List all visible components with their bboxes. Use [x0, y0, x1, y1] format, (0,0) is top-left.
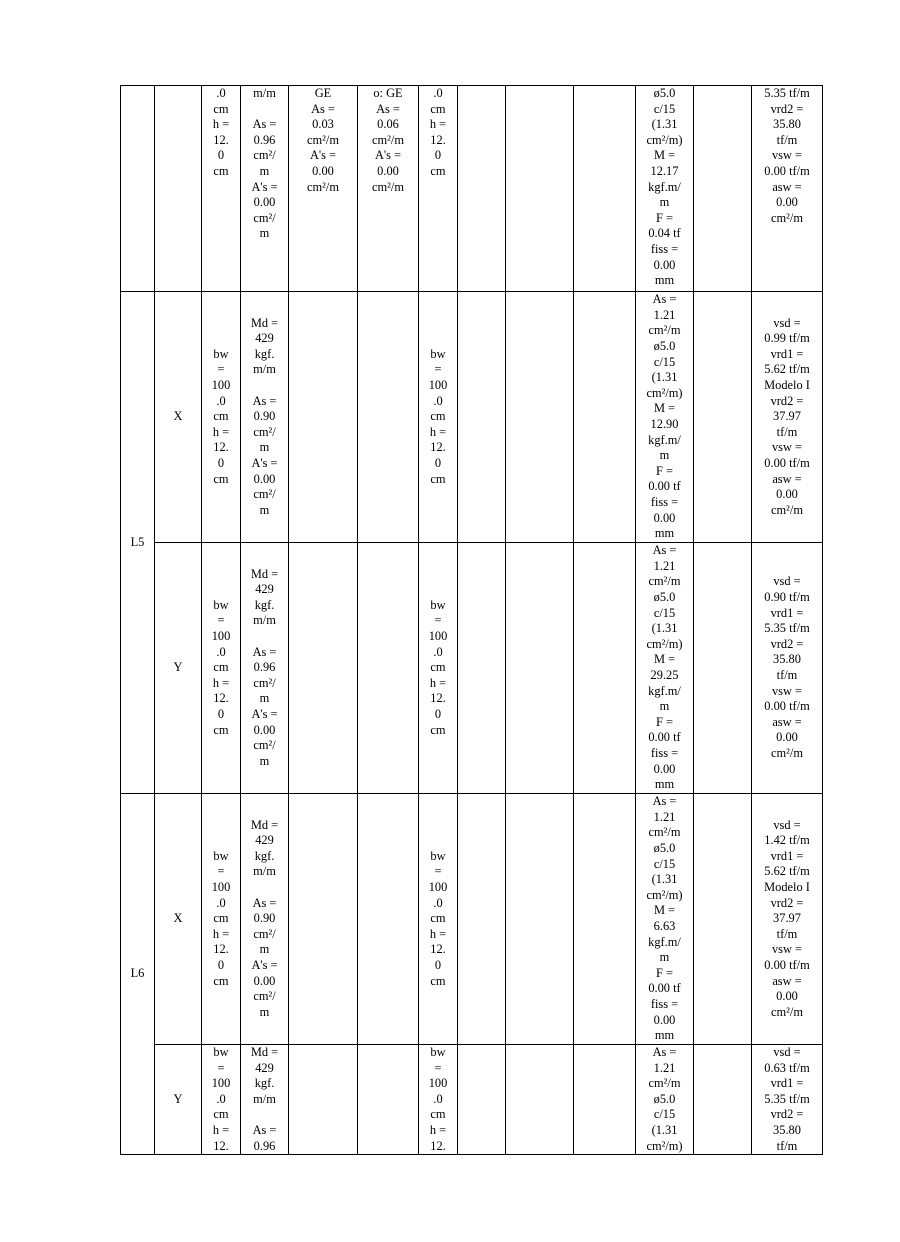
direction-cell: X — [155, 292, 202, 543]
table-row — [121, 86, 823, 292]
section-geometry-cell: bw = 100 .0 cm h = 12. 0 cm — [202, 794, 241, 1045]
table-row — [121, 1045, 823, 1155]
flexure-design-cell: Md = 429 kgf. m/m As = 0.90 cm²/ m A's = 0.00 cm²/ m — [241, 794, 289, 1045]
flexure-design-cell: Md = 429 kgf. m/m As = 0.96 cm²/ m A's = 0.00 cm²/ m — [241, 543, 289, 794]
shear-check-cell: vsd = 0.63 tf/m vrd1 = 5.35 tf/m vrd2 = 35.80 tf/m — [752, 1045, 823, 1155]
direction-cell: X — [155, 794, 202, 1045]
empty-cell — [694, 86, 752, 292]
slab-id-cell: L5 — [121, 292, 155, 794]
reinforcement-cell: As = 1.21 cm²/m ø5.0 c/15 (1.31 cm²/m) M = 6.63 kgf.m/ m F = 0.00 tf fiss = 0.00 mm — [636, 794, 694, 1045]
shear-check-cell: 5.35 tf/m vrd2 = 35.80 tf/m vsw = 0.00 tf/m asw = 0.00 cm²/m — [752, 86, 823, 292]
empty-cell — [458, 794, 506, 1045]
empty-cell — [506, 794, 574, 1045]
shear-check-cell: vsd = 0.99 tf/m vrd1 = 5.62 tf/m Modelo I vrd2 = 37.97 tf/m vsw = 0.00 tf/m asw = 0.00 cm²/m — [752, 292, 823, 543]
flexure-design-cell: Md = 429 kgf. m/m As = 0.96 — [241, 1045, 289, 1155]
combination-cell — [358, 794, 419, 1045]
combination-cell: GE As = 0.03 cm²/m A's = 0.00 cm²/m — [289, 86, 358, 292]
reinforcement-cell: As = 1.21 cm²/m ø5.0 c/15 (1.31 cm²/m) — [636, 1045, 694, 1155]
empty-cell — [506, 1045, 574, 1155]
empty-cell — [506, 292, 574, 543]
empty-cell — [694, 292, 752, 543]
empty-cell — [458, 543, 506, 794]
table-row — [121, 543, 823, 794]
empty-cell — [574, 292, 636, 543]
flexure-design-cell: m/m As = 0.96 cm²/ m A's = 0.00 cm²/ m — [241, 86, 289, 292]
direction-cell: Y — [155, 1045, 202, 1155]
empty-cell — [694, 543, 752, 794]
combination-cell — [289, 543, 358, 794]
empty-cell — [506, 543, 574, 794]
direction-cell — [155, 86, 202, 292]
combination-cell — [289, 292, 358, 543]
empty-cell — [574, 794, 636, 1045]
slab-id-cell: L6 — [121, 794, 155, 1155]
section-geometry-cell: .0 cm h = 12. 0 cm — [202, 86, 241, 292]
slab-design-table — [120, 85, 823, 1155]
shear-check-cell: vsd = 0.90 tf/m vrd1 = 5.35 tf/m vrd2 = 35.80 tf/m vsw = 0.00 tf/m asw = 0.00 cm²/m — [752, 543, 823, 794]
combination-cell — [358, 543, 419, 794]
section-geometry-cell: .0 cm h = 12. 0 cm — [419, 86, 458, 292]
table-row — [121, 292, 823, 543]
section-geometry-cell: bw = 100 .0 cm h = 12. 0 cm — [419, 292, 458, 543]
empty-cell — [458, 86, 506, 292]
direction-cell: Y — [155, 543, 202, 794]
empty-cell — [458, 292, 506, 543]
combination-cell — [289, 1045, 358, 1155]
section-geometry-cell: bw = 100 .0 cm h = 12. 0 cm — [419, 543, 458, 794]
reinforcement-cell: ø5.0 c/15 (1.31 cm²/m) M = 12.17 kgf.m/ m F = 0.04 tf fiss = 0.00 mm — [636, 86, 694, 292]
shear-check-cell: vsd = 1.42 tf/m vrd1 = 5.62 tf/m Modelo I vrd2 = 37.97 tf/m vsw = 0.00 tf/m asw = 0.00 cm²/m — [752, 794, 823, 1045]
reinforcement-cell: As = 1.21 cm²/m ø5.0 c/15 (1.31 cm²/m) M = 12.90 kgf.m/ m F = 0.00 tf fiss = 0.00 mm — [636, 292, 694, 543]
reinforcement-cell: As = 1.21 cm²/m ø5.0 c/15 (1.31 cm²/m) M = 29.25 kgf.m/ m F = 0.00 tf fiss = 0.00 mm — [636, 543, 694, 794]
empty-cell — [506, 86, 574, 292]
empty-cell — [694, 1045, 752, 1155]
empty-cell — [574, 543, 636, 794]
combination-cell — [358, 292, 419, 543]
table-row — [121, 794, 823, 1045]
empty-cell — [574, 86, 636, 292]
section-geometry-cell: bw = 100 .0 cm h = 12. 0 cm — [419, 794, 458, 1045]
slab-id-cell — [121, 86, 155, 292]
combination-cell: o: GE As = 0.06 cm²/m A's = 0.00 cm²/m — [358, 86, 419, 292]
section-geometry-cell: bw = 100 .0 cm h = 12. — [419, 1045, 458, 1155]
combination-cell — [289, 794, 358, 1045]
empty-cell — [574, 1045, 636, 1155]
section-geometry-cell: bw = 100 .0 cm h = 12. 0 cm — [202, 292, 241, 543]
empty-cell — [458, 1045, 506, 1155]
section-geometry-cell: bw = 100 .0 cm h = 12. 0 cm — [202, 543, 241, 794]
combination-cell — [358, 1045, 419, 1155]
flexure-design-cell: Md = 429 kgf. m/m As = 0.90 cm²/ m A's = 0.00 cm²/ m — [241, 292, 289, 543]
empty-cell — [694, 794, 752, 1045]
section-geometry-cell: bw = 100 .0 cm h = 12. — [202, 1045, 241, 1155]
